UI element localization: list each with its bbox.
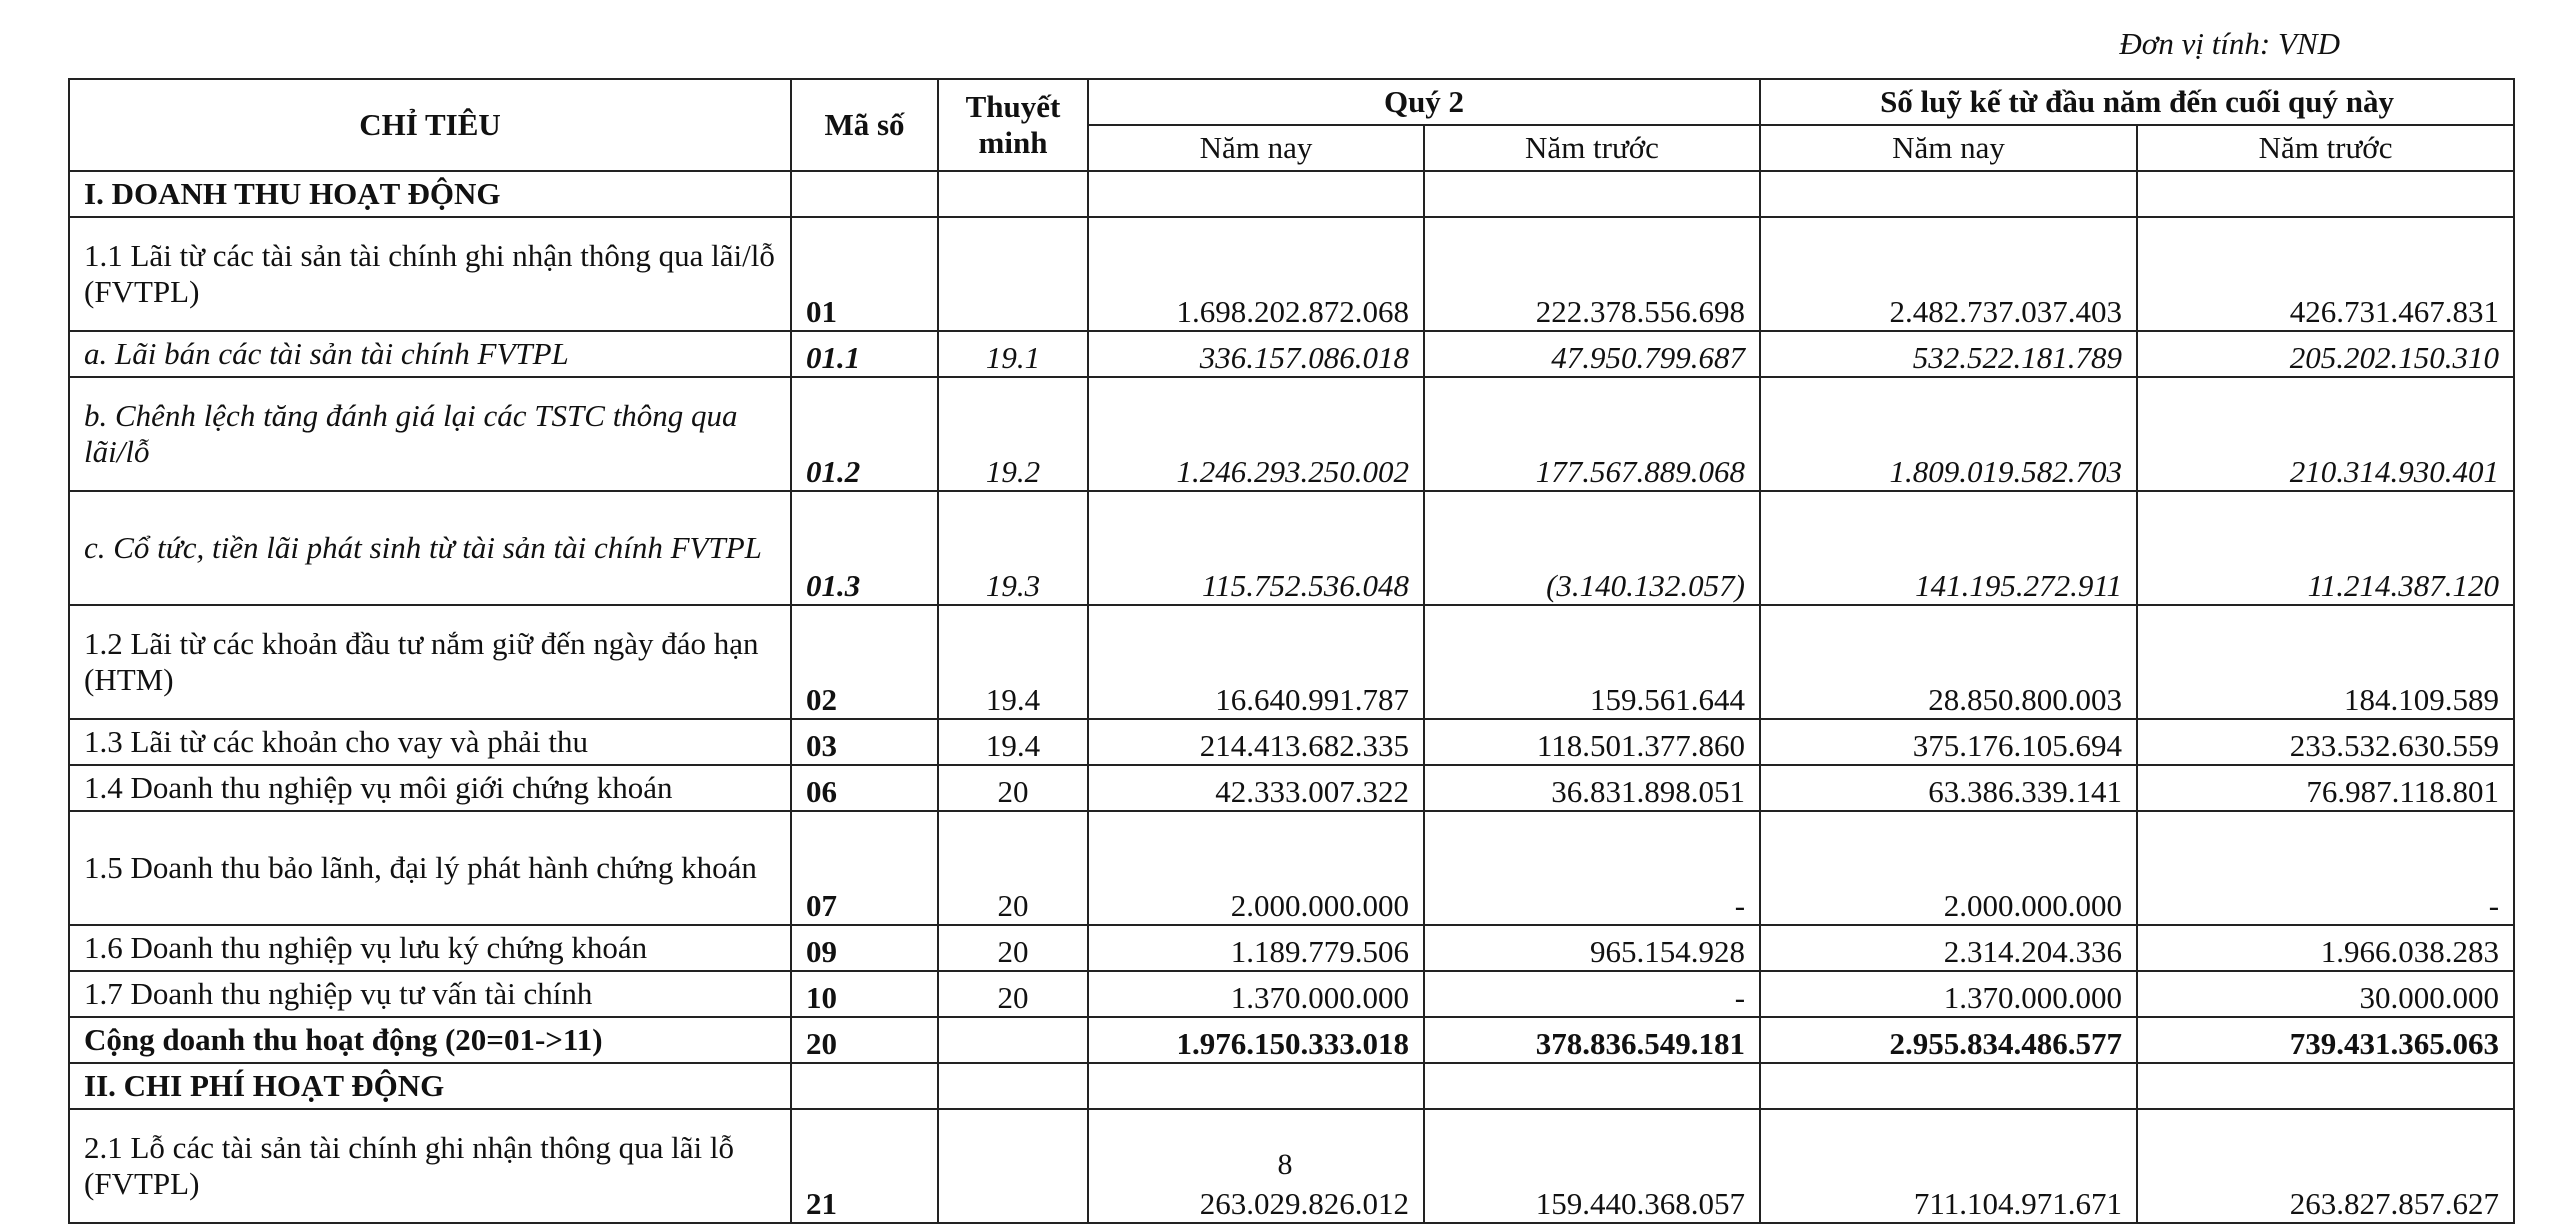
row-label: 1.7 Doanh thu nghiệp vụ tư vấn tài chính — [69, 971, 791, 1017]
table-row — [69, 605, 2514, 719]
table-row — [69, 719, 2514, 765]
quarter-previous-value: 222.378.556.698 — [1424, 217, 1760, 331]
row-code: 09 — [791, 925, 938, 971]
row-label: 1.2 Lãi từ các khoản đầu tư nắm giữ đến ngày đáo hạn (HTM) — [69, 605, 791, 719]
quarter-current-value: 115.752.536.048 — [1088, 491, 1424, 605]
row-code: 06 — [791, 765, 938, 811]
quarter-current-value: 336.157.086.018 — [1088, 331, 1424, 377]
cumulative-current-value: 28.850.800.003 — [1760, 605, 2137, 719]
cumulative-current-value: 1.370.000.000 — [1760, 971, 2137, 1017]
header-quarter-current-year: Năm nay — [1088, 125, 1424, 171]
row-code: 21 — [791, 1109, 938, 1223]
row-label: 1.5 Doanh thu bảo lãnh, đại lý phát hành chứng khoán — [69, 811, 791, 925]
row-label: 2.1 Lỗ các tài sản tài chính ghi nhận thông qua lãi lỗ (FVTPL) — [69, 1109, 791, 1223]
row-code — [791, 171, 938, 217]
table-row — [69, 765, 2514, 811]
quarter-current-value: 1.246.293.250.002 — [1088, 377, 1424, 491]
cumulative-current-value: 63.386.339.141 — [1760, 765, 2137, 811]
cumulative-previous-value: 1.966.038.283 — [2137, 925, 2514, 971]
quarter-current-value: 1.698.202.872.068 — [1088, 217, 1424, 331]
table-row — [69, 171, 2514, 217]
row-label: II. CHI PHÍ HOẠT ĐỘNG — [69, 1063, 791, 1109]
row-label: a. Lãi bán các tài sản tài chính FVTPL — [69, 331, 791, 377]
cumulative-current-value: 2.000.000.000 — [1760, 811, 2137, 925]
cumulative-previous-value: 210.314.930.401 — [2137, 377, 2514, 491]
row-label: 1.3 Lãi từ các khoản cho vay và phải thu — [69, 719, 791, 765]
row-label: b. Chênh lệch tăng đánh giá lại các TSTC thông qua lãi/lỗ — [69, 377, 791, 491]
row-label: c. Cổ tức, tiền lãi phát sinh từ tài sản tài chính FVTPL — [69, 491, 791, 605]
quarter-current-value: 214.413.682.335 — [1088, 719, 1424, 765]
cumulative-current-value — [1760, 1063, 2137, 1109]
row-label: I. DOANH THU HOẠT ĐỘNG — [69, 171, 791, 217]
header-quarter: Quý 2 — [1088, 79, 1760, 125]
cumulative-previous-value — [2137, 171, 2514, 217]
row-code: 01.1 — [791, 331, 938, 377]
cumulative-current-value: 1.809.019.582.703 — [1760, 377, 2137, 491]
table-row — [69, 331, 2514, 377]
quarter-current-value: 1.976.150.333.018 — [1088, 1017, 1424, 1063]
cumulative-current-value: 141.195.272.911 — [1760, 491, 2137, 605]
row-note: 20 — [938, 765, 1088, 811]
cumulative-previous-value: 30.000.000 — [2137, 971, 2514, 1017]
row-note: 19.4 — [938, 719, 1088, 765]
quarter-current-value — [1088, 1063, 1424, 1109]
table-row — [69, 925, 2514, 971]
quarter-previous-value: - — [1424, 811, 1760, 925]
row-note: 19.1 — [938, 331, 1088, 377]
header-cumulative: Số luỹ kế từ đầu năm đến cuối quý này — [1760, 79, 2514, 125]
cumulative-current-value: 711.104.971.671 — [1760, 1109, 2137, 1223]
row-label: Cộng doanh thu hoạt động (20=01->11) — [69, 1017, 791, 1063]
row-code: 02 — [791, 605, 938, 719]
row-code — [791, 1063, 938, 1109]
cumulative-current-value: 2.955.834.486.577 — [1760, 1017, 2137, 1063]
row-note: 19.4 — [938, 605, 1088, 719]
cumulative-current-value: 2.314.204.336 — [1760, 925, 2137, 971]
row-code: 07 — [791, 811, 938, 925]
quarter-previous-value: 177.567.889.068 — [1424, 377, 1760, 491]
row-note: 19.3 — [938, 491, 1088, 605]
row-note: 19.2 — [938, 377, 1088, 491]
quarter-previous-value: 36.831.898.051 — [1424, 765, 1760, 811]
quarter-current-value: 16.640.991.787 — [1088, 605, 1424, 719]
cumulative-current-value — [1760, 171, 2137, 217]
header-ma-so: Mã số — [791, 79, 938, 171]
table-row — [69, 1017, 2514, 1063]
quarter-previous-value: 159.561.644 — [1424, 605, 1760, 719]
quarter-previous-value: - — [1424, 971, 1760, 1017]
quarter-previous-value: (3.140.132.057) — [1424, 491, 1760, 605]
table-row — [69, 1063, 2514, 1109]
row-code: 10 — [791, 971, 938, 1017]
cumulative-previous-value: 205.202.150.310 — [2137, 331, 2514, 377]
row-code: 01 — [791, 217, 938, 331]
cumulative-previous-value — [2137, 1063, 2514, 1109]
cumulative-previous-value: 11.214.387.120 — [2137, 491, 2514, 605]
quarter-previous-value — [1424, 1063, 1760, 1109]
cumulative-previous-value: 233.532.630.559 — [2137, 719, 2514, 765]
table-row — [69, 377, 2514, 491]
table-row — [69, 491, 2514, 605]
cumulative-previous-value: 426.731.467.831 — [2137, 217, 2514, 331]
header-quarter-previous-year: Năm trước — [1424, 125, 1760, 171]
quarter-current-value: 1.370.000.000 — [1088, 971, 1424, 1017]
header-cumulative-current-year: Năm nay — [1760, 125, 2137, 171]
row-note: 20 — [938, 925, 1088, 971]
row-note: 20 — [938, 811, 1088, 925]
row-code: 01.2 — [791, 377, 938, 491]
cumulative-previous-value: 184.109.589 — [2137, 605, 2514, 719]
row-note — [938, 217, 1088, 331]
quarter-current-value: 2.000.000.000 — [1088, 811, 1424, 925]
cumulative-current-value: 2.482.737.037.403 — [1760, 217, 2137, 331]
row-code: 03 — [791, 719, 938, 765]
quarter-current-value: 42.333.007.322 — [1088, 765, 1424, 811]
quarter-previous-value: 118.501.377.860 — [1424, 719, 1760, 765]
income-statement-table — [68, 78, 2515, 1224]
row-label: 1.4 Doanh thu nghiệp vụ môi giới chứng khoán — [69, 765, 791, 811]
row-note — [938, 1017, 1088, 1063]
row-code: 20 — [791, 1017, 938, 1063]
cumulative-previous-value: 76.987.118.801 — [2137, 765, 2514, 811]
quarter-previous-value — [1424, 171, 1760, 217]
quarter-previous-value: 965.154.928 — [1424, 925, 1760, 971]
quarter-previous-value: 378.836.549.181 — [1424, 1017, 1760, 1063]
row-code: 01.3 — [791, 491, 938, 605]
table-row — [69, 971, 2514, 1017]
cumulative-previous-value: 263.827.857.627 — [2137, 1109, 2514, 1223]
cumulative-previous-value: - — [2137, 811, 2514, 925]
quarter-current-value: 1.189.779.506 — [1088, 925, 1424, 971]
row-note — [938, 1063, 1088, 1109]
currency-unit: Đơn vị tính: VND — [2119, 26, 2340, 61]
row-note — [938, 171, 1088, 217]
quarter-previous-value: 47.950.799.687 — [1424, 331, 1760, 377]
cumulative-previous-value: 739.431.365.063 — [2137, 1017, 2514, 1063]
header-thuyet-minh: Thuyết minh — [938, 79, 1088, 171]
header-cumulative-previous-year: Năm trước — [2137, 125, 2514, 171]
cumulative-current-value: 532.522.181.789 — [1760, 331, 2137, 377]
quarter-previous-value: 159.440.368.057 — [1424, 1109, 1760, 1223]
page-number: 8 — [1277, 1148, 1293, 1181]
header-chi-tieu: CHỈ TIÊU — [69, 79, 791, 171]
row-label: 1.6 Doanh thu nghiệp vụ lưu ký chứng khoán — [69, 925, 791, 971]
quarter-current-value: 263.029.826.012 — [1088, 1109, 1424, 1223]
row-note: 20 — [938, 971, 1088, 1017]
quarter-current-value — [1088, 171, 1424, 217]
table-row — [69, 811, 2514, 925]
table-row — [69, 217, 2514, 331]
cumulative-current-value: 375.176.105.694 — [1760, 719, 2137, 765]
row-label: 1.1 Lãi từ các tài sản tài chính ghi nhận thông qua lãi/lỗ (FVTPL) — [69, 217, 791, 331]
